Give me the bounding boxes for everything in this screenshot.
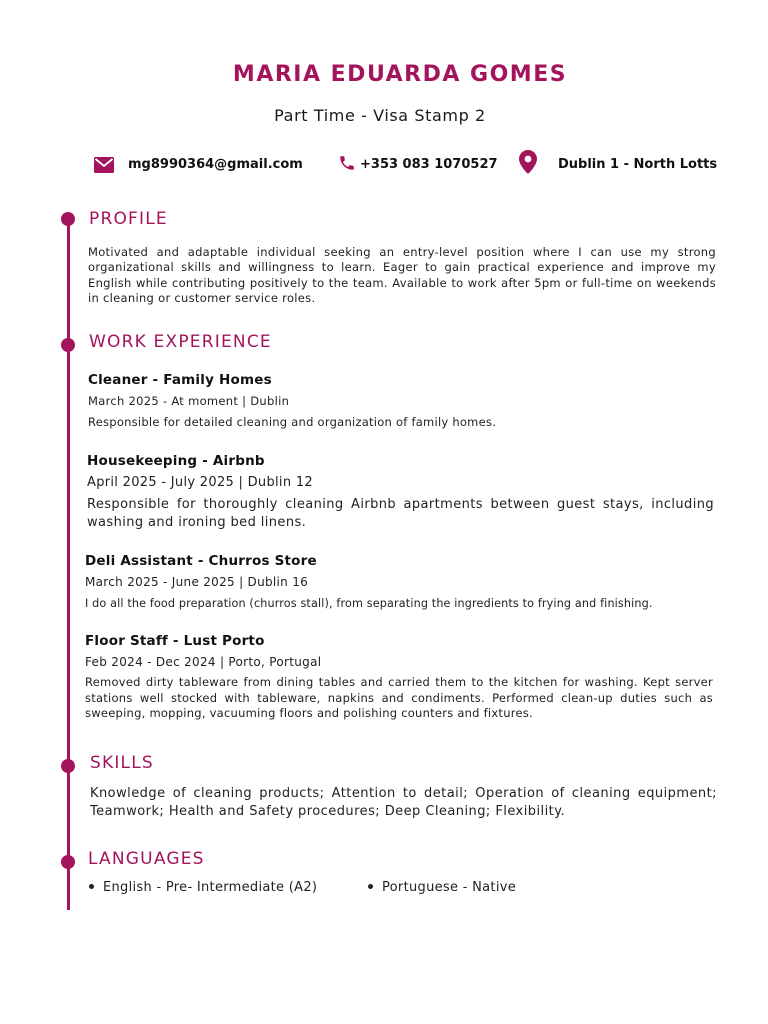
timeline-dot-profile xyxy=(61,212,75,226)
job-description: I do all the food preparation (churros stall), from separating the ingredients to frying and finishing. xyxy=(85,597,653,610)
bullet-icon xyxy=(89,884,94,889)
section-title-skills: SKILLS xyxy=(90,753,154,773)
language-item xyxy=(89,880,317,895)
job-title: Cleaner - Family Homes xyxy=(88,372,272,388)
phone-icon xyxy=(338,154,356,172)
contact-phone[interactable]: +353 083 1070527 xyxy=(360,157,498,172)
section-title-work-experience: WORK EXPERIENCE xyxy=(89,332,272,352)
skills-text: Knowledge of cleaning products; Attention to detail; Operation of cleaning equipment; Teamwork; Health and Safety procedures; Deep Cleaning; Flexibility. xyxy=(90,786,717,819)
job-meta: April 2025 - July 2025 | Dublin 12 xyxy=(87,475,313,490)
job-description: Responsible for thoroughly cleaning Airbnb apartments between guest stays, including washing and ironing bed linens. xyxy=(87,497,714,530)
job-title: Deli Assistant - Churros Store xyxy=(85,553,317,569)
bullet-icon xyxy=(368,884,373,889)
job-meta: Feb 2024 - Dec 2024 | Porto, Portugal xyxy=(85,655,322,669)
timeline-dot-languages xyxy=(61,855,75,869)
timeline-dot-skills xyxy=(61,759,75,773)
resume-name: MARIA EDUARDA GOMES xyxy=(232,62,568,87)
location-pin-icon xyxy=(519,150,537,174)
language-item xyxy=(368,880,516,895)
timeline-line xyxy=(67,218,70,910)
timeline-dot-experience xyxy=(61,338,75,352)
job-meta: March 2025 - June 2025 | Dublin 16 xyxy=(85,575,309,589)
section-title-profile: PROFILE xyxy=(89,209,168,229)
job-title: Housekeeping - Airbnb xyxy=(87,453,265,469)
section-title-languages: LANGUAGES xyxy=(88,849,205,869)
language-label: English - Pre- Intermediate (A2) xyxy=(103,880,318,895)
job-description: Removed dirty tableware from dining tables and carried them to the kitchen for washing. Kept server stations well stocked with tableware, napkins and condiments. Performed clean-up duties such as sweeping, mopping, vacuuming floors and polishing counters and fixtures. xyxy=(85,675,713,720)
contact-email[interactable]: mg8990364@gmail.com xyxy=(128,157,303,172)
contact-location: Dublin 1 - North Lotts xyxy=(558,157,718,172)
job-title: Floor Staff - Lust Porto xyxy=(85,633,265,649)
job-description: Responsible for detailed cleaning and organization of family homes. xyxy=(88,415,497,429)
job-meta: March 2025 - At moment | Dublin xyxy=(88,394,290,408)
resume-subtitle: Part Time - Visa Stamp 2 xyxy=(274,106,486,125)
language-label: Portuguese - Native xyxy=(382,880,517,895)
profile-text: Motivated and adaptable individual seeking an entry-level position where I can use my strong organizational skills and willingness to learn. Eager to gain practical experience and improve my English while contributing positively to the team. Available to work after 5pm or full-time on weekends in cleaning or customer service roles. xyxy=(88,245,716,306)
mail-icon xyxy=(94,157,114,173)
